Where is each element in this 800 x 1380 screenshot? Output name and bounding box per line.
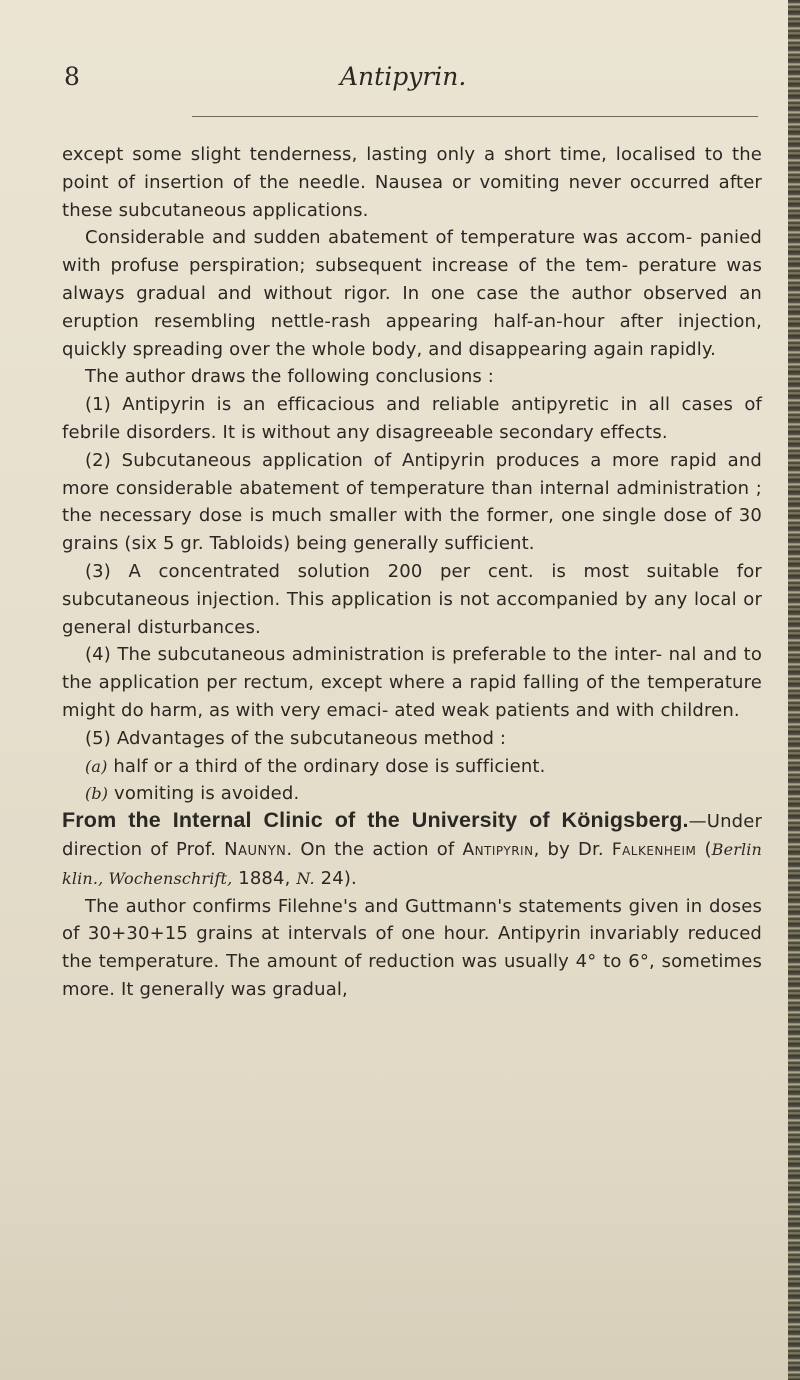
conclusion-2: (2) Subcutaneous application of Antipyrin produces a more rapid and more considerable abatement of temperature than internal administration ; the necessary dose is much smaller with the former, one single dose of 30 grains (six 5 gr. Tabloids) being generally sufficient.: [62, 449, 762, 555]
drug-name: Antipyrin: [462, 839, 534, 860]
body-text: [62, 141, 762, 1004]
cite-open: (: [696, 838, 712, 860]
header-rule: [192, 116, 758, 117]
conclusion-1: (1) Antipyrin is an efficacious and reliable antipyretic in all cases of febrile disorders. It is without any disagreeable secondary effects.: [62, 394, 762, 443]
advantage-a-text: half or a third of the ordinary dose is sufficient.: [107, 755, 546, 777]
advantage-b-label: (b): [85, 784, 109, 804]
section-lead: [62, 808, 762, 892]
advantage-a: [62, 753, 762, 781]
conclusion-3: (3) A concentrated solution 200 per cent. is most suitable for subcutaneous injection. This application is not accompanied by any local or general disturbances.: [62, 560, 762, 638]
author-name: Falkenheim: [611, 839, 697, 860]
book-edge: [788, 0, 800, 1380]
running-title: Antipyrin.: [340, 62, 467, 91]
cite-end: 24).: [314, 867, 357, 889]
paragraph: The author draws the following conclusions :: [85, 366, 495, 388]
conclusion-4: (4) The subcutaneous administration is preferable to the inter- nal and to the application per rectum, except where a rapid falling of the temperature might do harm, as with very emaci- ated weak patients and with children.: [62, 644, 762, 721]
paragraph: Considerable and sudden abatement of temperature was accom- panied with profuse perspiration; subsequent increase of the tem- perature was always gradual and without rigor. In one case the author observed an eruption resembling nettle-rash appearing half-an-hour after injection, quickly spreading over the whole body, and disappearing again rapidly.: [62, 227, 762, 360]
cite-lead: —Under direction of Prof.: [62, 811, 762, 860]
page-number: 8: [64, 62, 80, 91]
advantage-b: [62, 780, 762, 808]
paragraph: The author confirms Filehne's and Guttmann's statements given in doses of 30+30+15 grains at intervals of one hour. Antipyrin invariably reduced the temperature. The amount of reduction was usually 4° to 6°, sometimes more. It generally was gradual,: [62, 895, 762, 1000]
page-header: [0, 62, 788, 112]
advantage-a-label: (a): [85, 756, 108, 776]
cite-year: 1884,: [232, 867, 297, 889]
paragraph: except some slight tenderness, lasting only a short time, localised to the point of insertion of the needle. Nausea or vomiting never occurred after these subcutaneous applications.: [62, 144, 762, 221]
professor-name: Naunyn: [224, 838, 287, 860]
conclusion-5: (5) Advantages of the subcutaneous method :: [85, 727, 507, 749]
cite-mid: . On the action of: [286, 838, 463, 860]
advantage-b-text: vomiting is avoided.: [108, 783, 300, 805]
journal-name: Berlin klin., Wochenschrift,: [62, 839, 762, 888]
section-heading: From the Internal Clinic of the University of Königsberg.: [62, 808, 689, 833]
cite-by: , by Dr.: [533, 838, 612, 860]
issue-label: N.: [296, 868, 315, 888]
